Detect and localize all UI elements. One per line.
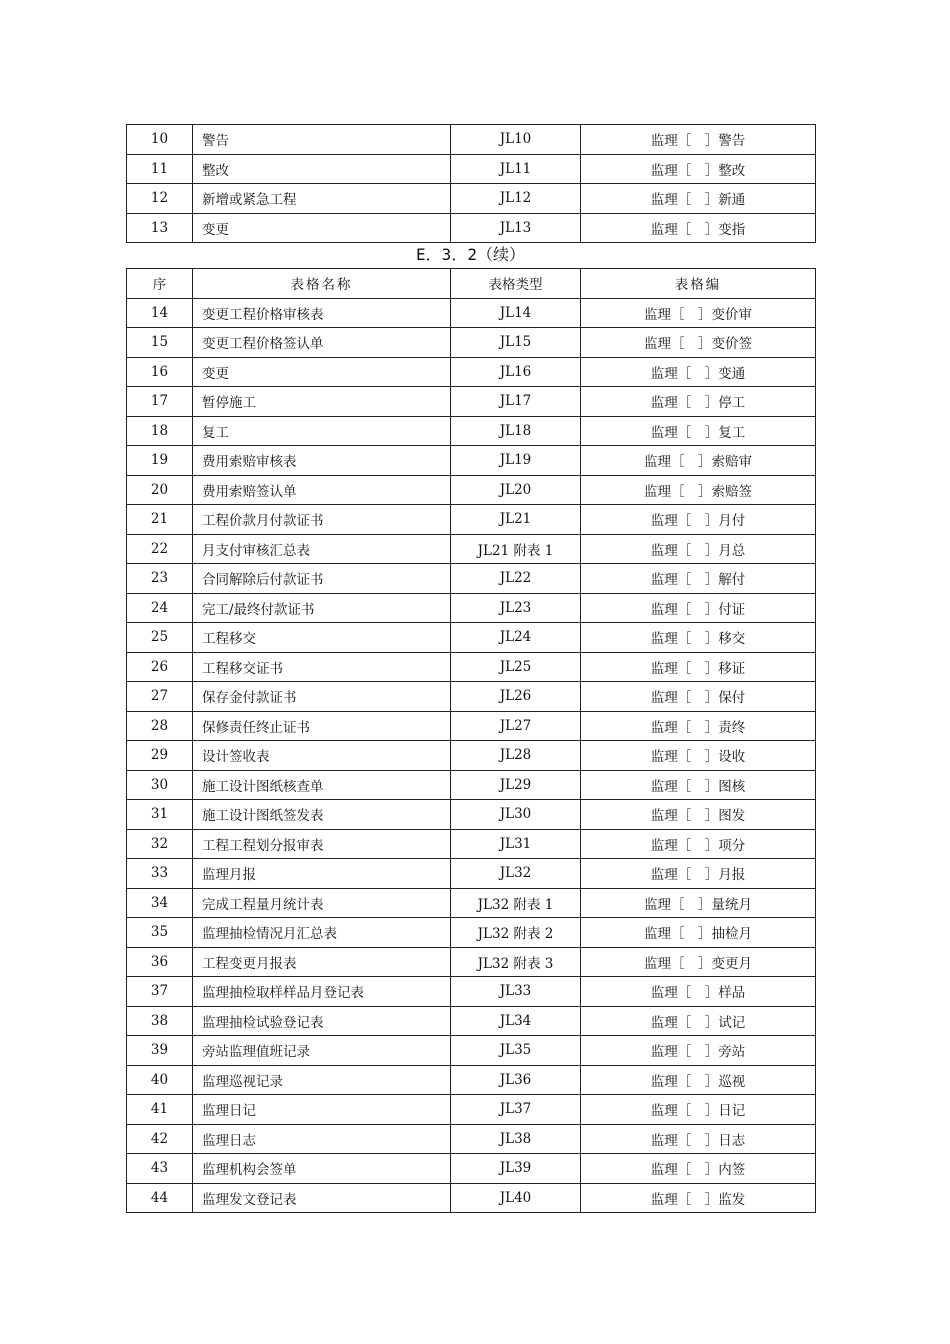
row-number: 29 xyxy=(127,741,193,771)
table-row xyxy=(127,387,816,417)
row-form-name: 工程价款月付款证书 xyxy=(193,505,451,535)
row-form-type: JL31 xyxy=(451,829,581,859)
table-row xyxy=(127,564,816,594)
header-code: 表格编 xyxy=(581,269,816,299)
forms-table-top xyxy=(126,124,816,243)
row-form-name: 警告 xyxy=(193,125,451,155)
table-row xyxy=(127,741,816,771)
row-form-type: JL33 xyxy=(451,977,581,1007)
row-number: 13 xyxy=(127,213,193,243)
row-form-code: 监理［ ］移交 xyxy=(581,623,816,653)
row-number: 26 xyxy=(127,652,193,682)
row-form-code: 监理［ ］图发 xyxy=(581,800,816,830)
row-form-name: 监理巡视记录 xyxy=(193,1065,451,1095)
row-form-type: JL12 xyxy=(451,184,581,214)
row-form-type: JL29 xyxy=(451,770,581,800)
row-form-name: 工程移交 xyxy=(193,623,451,653)
header-name: 表格名称 xyxy=(193,269,451,299)
row-form-type: JL32 附表 2 xyxy=(451,918,581,948)
row-form-name: 保修责任终止证书 xyxy=(193,711,451,741)
row-form-name: 工程移交证书 xyxy=(193,652,451,682)
row-number: 10 xyxy=(127,125,193,155)
forms-table-main xyxy=(126,268,816,1213)
row-number: 15 xyxy=(127,328,193,358)
table-row xyxy=(127,918,816,948)
row-form-type: JL21 xyxy=(451,505,581,535)
row-form-code: 监理［ ］变更月 xyxy=(581,947,816,977)
row-form-type: JL22 xyxy=(451,564,581,594)
table-row xyxy=(127,125,816,155)
row-form-name: 变更 xyxy=(193,213,451,243)
row-form-code: 监理［ ］变价签 xyxy=(581,328,816,358)
row-form-code: 监理［ ］复工 xyxy=(581,416,816,446)
row-form-code: 监理［ ］警告 xyxy=(581,125,816,155)
table-row xyxy=(127,1124,816,1154)
table-row xyxy=(127,593,816,623)
row-form-name: 新增或紧急工程 xyxy=(193,184,451,214)
row-form-code: 监理［ ］变价审 xyxy=(581,298,816,328)
table-row xyxy=(127,357,816,387)
row-form-type: JL34 xyxy=(451,1006,581,1036)
row-form-name: 整改 xyxy=(193,154,451,184)
row-form-code: 监理［ ］日志 xyxy=(581,1124,816,1154)
table-row xyxy=(127,154,816,184)
row-number: 21 xyxy=(127,505,193,535)
row-number: 36 xyxy=(127,947,193,977)
row-form-code: 监理［ ］月总 xyxy=(581,534,816,564)
table-row xyxy=(127,446,816,476)
row-form-type: JL17 xyxy=(451,387,581,417)
table-row xyxy=(127,652,816,682)
row-form-code: 监理［ ］变指 xyxy=(581,213,816,243)
row-form-code: 监理［ ］抽检月 xyxy=(581,918,816,948)
row-form-type: JL36 xyxy=(451,1065,581,1095)
table-header-row xyxy=(127,269,816,299)
row-form-name: 变更工程价格签认单 xyxy=(193,328,451,358)
table-row xyxy=(127,682,816,712)
row-form-name: 设计签收表 xyxy=(193,741,451,771)
row-number: 37 xyxy=(127,977,193,1007)
row-form-code: 监理［ ］解付 xyxy=(581,564,816,594)
table-row xyxy=(127,298,816,328)
row-form-name: 监理日记 xyxy=(193,1095,451,1125)
row-number: 20 xyxy=(127,475,193,505)
row-form-type: JL20 xyxy=(451,475,581,505)
row-form-name: 监理抽检取样样品月登记表 xyxy=(193,977,451,1007)
header-no: 序 xyxy=(127,269,193,299)
row-form-type: JL37 xyxy=(451,1095,581,1125)
table-row xyxy=(127,711,816,741)
row-form-code: 监理［ ］试记 xyxy=(581,1006,816,1036)
table-row xyxy=(127,1154,816,1184)
row-form-type: JL27 xyxy=(451,711,581,741)
table-row xyxy=(127,947,816,977)
table-row xyxy=(127,1006,816,1036)
row-number: 32 xyxy=(127,829,193,859)
row-form-code: 监理［ ］内签 xyxy=(581,1154,816,1184)
table-row xyxy=(127,1065,816,1095)
row-form-name: 施工设计图纸签发表 xyxy=(193,800,451,830)
row-form-name: 复工 xyxy=(193,416,451,446)
row-form-type: JL23 xyxy=(451,593,581,623)
table-row xyxy=(127,859,816,889)
row-form-code: 监理［ ］保付 xyxy=(581,682,816,712)
row-form-type: JL26 xyxy=(451,682,581,712)
table-row xyxy=(127,1095,816,1125)
table-row xyxy=(127,475,816,505)
row-form-code: 监理［ ］移证 xyxy=(581,652,816,682)
row-form-code: 监理［ ］付证 xyxy=(581,593,816,623)
row-form-type: JL11 xyxy=(451,154,581,184)
row-form-type: JL15 xyxy=(451,328,581,358)
row-form-code: 监理［ ］变通 xyxy=(581,357,816,387)
row-form-type: JL14 xyxy=(451,298,581,328)
row-form-code: 监理［ ］量统月 xyxy=(581,888,816,918)
row-form-name: 监理机构会签单 xyxy=(193,1154,451,1184)
table-row xyxy=(127,888,816,918)
row-form-type: JL18 xyxy=(451,416,581,446)
row-number: 14 xyxy=(127,298,193,328)
table-row xyxy=(127,623,816,653)
row-form-name: 施工设计图纸核查单 xyxy=(193,770,451,800)
row-form-name: 监理日志 xyxy=(193,1124,451,1154)
row-form-code: 监理［ ］索赔审 xyxy=(581,446,816,476)
row-number: 33 xyxy=(127,859,193,889)
row-form-code: 监理［ ］旁站 xyxy=(581,1036,816,1066)
row-number: 19 xyxy=(127,446,193,476)
row-form-type: JL13 xyxy=(451,213,581,243)
row-form-type: JL10 xyxy=(451,125,581,155)
row-number: 28 xyxy=(127,711,193,741)
row-form-name: 暂停施工 xyxy=(193,387,451,417)
row-form-code: 监理［ ］项分 xyxy=(581,829,816,859)
row-number: 18 xyxy=(127,416,193,446)
row-form-name: 监理发文登记表 xyxy=(193,1183,451,1213)
row-form-code: 监理［ ］停工 xyxy=(581,387,816,417)
row-number: 35 xyxy=(127,918,193,948)
row-form-name: 保存金付款证书 xyxy=(193,682,451,712)
row-number: 16 xyxy=(127,357,193,387)
row-number: 11 xyxy=(127,154,193,184)
row-number: 24 xyxy=(127,593,193,623)
row-number: 22 xyxy=(127,534,193,564)
row-form-type: JL16 xyxy=(451,357,581,387)
row-number: 12 xyxy=(127,184,193,214)
row-form-code: 监理［ ］监发 xyxy=(581,1183,816,1213)
row-form-type: JL19 xyxy=(451,446,581,476)
row-form-type: JL24 xyxy=(451,623,581,653)
row-form-code: 监理［ ］图核 xyxy=(581,770,816,800)
table-row xyxy=(127,829,816,859)
table-caption: E．3．2（续） xyxy=(416,245,525,264)
row-form-name: 完成工程量月统计表 xyxy=(193,888,451,918)
row-form-name: 旁站监理值班记录 xyxy=(193,1036,451,1066)
row-number: 23 xyxy=(127,564,193,594)
row-form-code: 监理［ ］日记 xyxy=(581,1095,816,1125)
row-form-name: 费用索赔签认单 xyxy=(193,475,451,505)
row-form-type: JL32 xyxy=(451,859,581,889)
row-form-name: 完工/最终付款证书 xyxy=(193,593,451,623)
row-number: 41 xyxy=(127,1095,193,1125)
row-number: 42 xyxy=(127,1124,193,1154)
row-number: 31 xyxy=(127,800,193,830)
row-form-name: 变更 xyxy=(193,357,451,387)
row-form-code: 监理［ ］索赔签 xyxy=(581,475,816,505)
row-number: 27 xyxy=(127,682,193,712)
table-row xyxy=(127,505,816,535)
row-form-type: JL21 附表 1 xyxy=(451,534,581,564)
row-number: 34 xyxy=(127,888,193,918)
table-row xyxy=(127,534,816,564)
table-row xyxy=(127,977,816,1007)
table-row xyxy=(127,770,816,800)
row-number: 43 xyxy=(127,1154,193,1184)
row-form-code: 监理［ ］设收 xyxy=(581,741,816,771)
row-form-type: JL30 xyxy=(451,800,581,830)
table-row xyxy=(127,1036,816,1066)
row-form-code: 监理［ ］责终 xyxy=(581,711,816,741)
row-number: 39 xyxy=(127,1036,193,1066)
row-number: 17 xyxy=(127,387,193,417)
row-form-name: 监理抽检试验登记表 xyxy=(193,1006,451,1036)
table-row xyxy=(127,800,816,830)
row-form-name: 监理月报 xyxy=(193,859,451,889)
row-form-type: JL35 xyxy=(451,1036,581,1066)
row-number: 44 xyxy=(127,1183,193,1213)
row-form-type: JL40 xyxy=(451,1183,581,1213)
table-row xyxy=(127,1183,816,1213)
row-form-name: 合同解除后付款证书 xyxy=(193,564,451,594)
table-row xyxy=(127,213,816,243)
header-type: 表格类型 xyxy=(451,269,581,299)
table-row xyxy=(127,416,816,446)
row-form-name: 工程工程划分报审表 xyxy=(193,829,451,859)
row-form-type: JL32 附表 3 xyxy=(451,947,581,977)
row-form-code: 监理［ ］巡视 xyxy=(581,1065,816,1095)
row-number: 30 xyxy=(127,770,193,800)
row-form-code: 监理［ ］整改 xyxy=(581,154,816,184)
row-form-code: 监理［ ］月报 xyxy=(581,859,816,889)
row-form-name: 月支付审核汇总表 xyxy=(193,534,451,564)
row-form-code: 监理［ ］新通 xyxy=(581,184,816,214)
row-form-code: 监理［ ］样品 xyxy=(581,977,816,1007)
row-number: 38 xyxy=(127,1006,193,1036)
row-form-type: JL38 xyxy=(451,1124,581,1154)
row-form-name: 监理抽检情况月汇总表 xyxy=(193,918,451,948)
row-form-name: 工程变更月报表 xyxy=(193,947,451,977)
row-number: 25 xyxy=(127,623,193,653)
table-row xyxy=(127,184,816,214)
row-form-type: JL28 xyxy=(451,741,581,771)
row-form-name: 费用索赔审核表 xyxy=(193,446,451,476)
row-form-type: JL39 xyxy=(451,1154,581,1184)
row-form-type: JL25 xyxy=(451,652,581,682)
row-form-type: JL32 附表 1 xyxy=(451,888,581,918)
row-form-name: 变更工程价格审核表 xyxy=(193,298,451,328)
row-number: 40 xyxy=(127,1065,193,1095)
table-row xyxy=(127,328,816,358)
row-form-code: 监理［ ］月付 xyxy=(581,505,816,535)
